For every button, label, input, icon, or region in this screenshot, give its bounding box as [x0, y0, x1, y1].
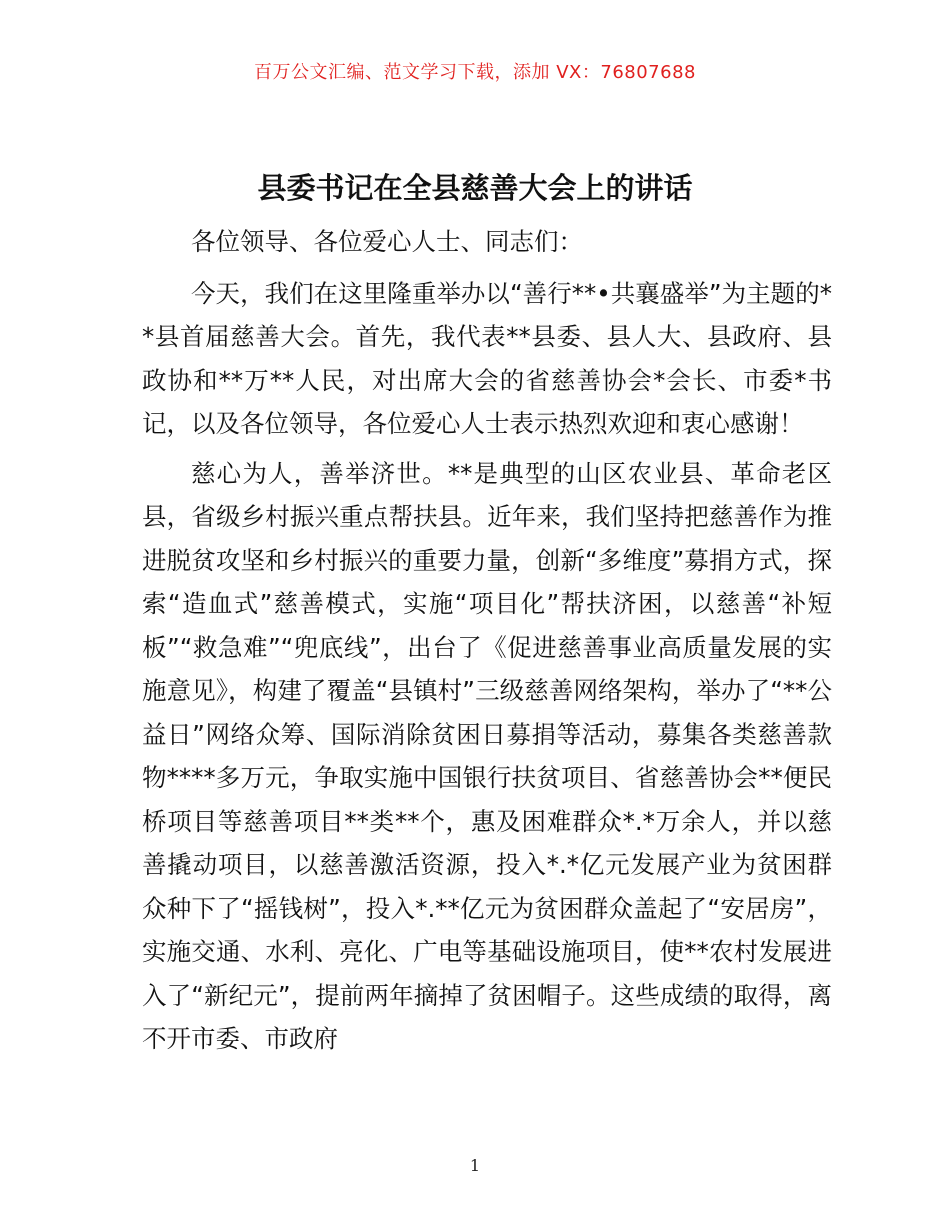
document-body: [142, 220, 832, 1067]
paragraph-1: 今天，我们在这里隆重举办以“善行**•共襄盛举”为主题的**县首届慈善大会。首先，我代表**县委、县人大、县政府、县政协和**万**人民，对出席大会的省慈善协会*会长、市委*书记，以及各位领导，各位爱心人士表示热烈欢迎和衷心感谢！: [142, 278, 832, 438]
header-watermark: 百万公文汇编、范文学习下载，添加 VX：76807688: [254, 62, 696, 83]
salutation: 各位领导、各位爱心人士、同志们：: [191, 227, 583, 256]
paragraph-2: 慈心为人，善举济世。**是典型的山区农业县、革命老区县，省级乡村振兴重点帮扶县。近年来，我们坚持把慈善作为推进脱贫攻坚和乡村振兴的重要力量，创新“多维度”募捐方式，探索“造血式”慈善模式，实施“项目化”帮扶济困，以慈善“补短板”“救急难”“兜底线”，出台了《促进慈善事业高质量发展的实施意见》，构建了覆盖“县镇村”三级慈善网络架构，举办了“**公益日”网络众筹、国际消除贫困日募捐等活动，募集各类慈善款物****多万元，争取实施中国银行扶贫项目、省慈善协会**便民桥项目等慈善项目**类**个，惠及困难群众*.*万余人，并以慈善撬动项目，以慈善激活资源，投入*.*亿元发展产业为贫困群众种下了“摇钱树”，投入*.**亿元为贫困群众盖起了“安居房”，实施交通、水利、亮化、广电等基础设施项目，使**农村发展进入了“新纪元”，提前两年摘掉了贫困帽子。这些成绩的取得，离不开市委、市政府: [142, 458, 832, 1053]
page-number: 1: [469, 1156, 481, 1175]
document-title: 县委书记在全县慈善大会上的讲话: [257, 171, 693, 205]
